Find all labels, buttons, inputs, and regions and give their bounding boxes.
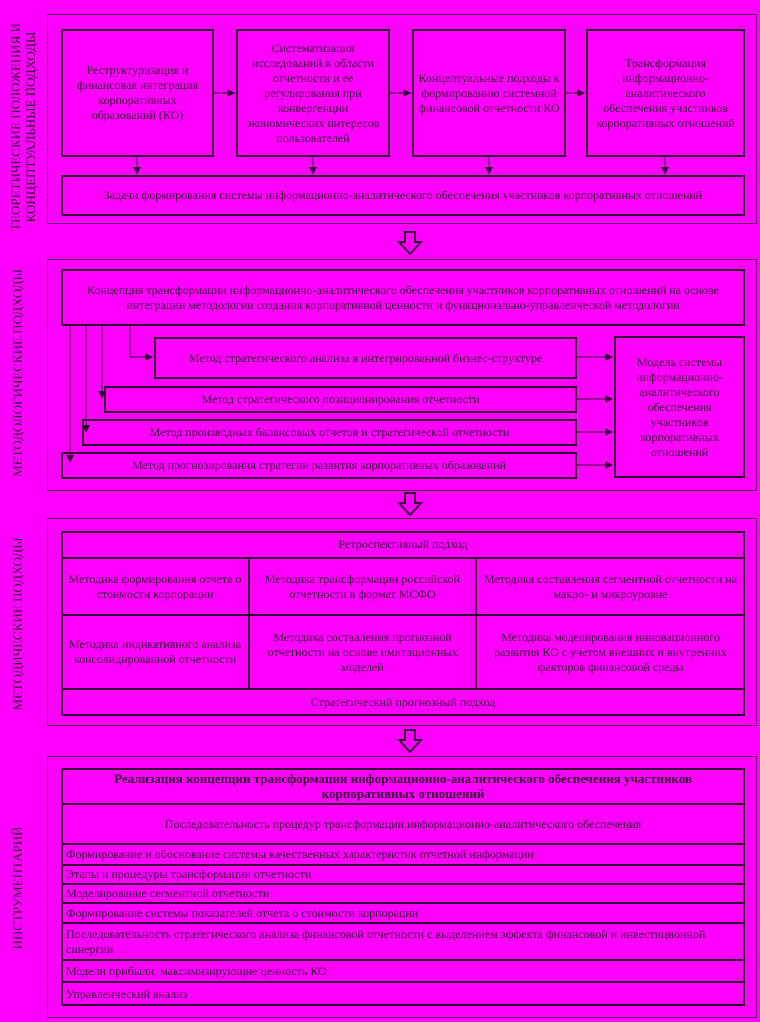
tools-item: Модели прибыли, максимизирующие ценность КО [61, 960, 745, 982]
methodology-concept-box: Концепция трансформации информационно-аналитического обеспечения участников корпоративных отношений на основе интеграции методологии создания корпоративной ценности и функционально-управленческой методологии [61, 269, 745, 326]
theory-box-systematization: Систематизация исследований в области отчетности и ее регулирования при конвергенции экономических интересов пользователей [236, 29, 390, 157]
down-arrow-icon [397, 492, 423, 516]
section-label-tools: ИНСТРУМЕНТАРИЙ [10, 826, 25, 950]
tools-item: Последовательность стратегического анализа финансовой отчетности с выделением эффекта финансовой и инвестиционной синергии [61, 923, 745, 960]
method-strategic-analysis: Метод стратегического анализа в интегрированной бизнес-структуре [154, 337, 577, 379]
down-arrow-icon [397, 729, 423, 753]
tools-title: Реализация концепции трансформации информационно-аналитического обеспечения участников корпоративных отношений [61, 768, 745, 804]
tools-item: Последовательность процедур трансформации информационно-аналитического обеспечения [61, 804, 745, 844]
down-arrow-icon [397, 231, 423, 255]
methodical-cell: Методика индикативного анализа консолидированной отчетности [61, 615, 249, 689]
methodical-cell: Методика трансформации российской отчетности в формат МСФО [249, 558, 476, 615]
theory-box-concepts: Концептуальные подходы к формированию системной финансовой отчетности КО [412, 29, 566, 157]
tools-item: Управленческий анализ [61, 982, 745, 1006]
strategic-approach: Стратегический прогнозный подход [61, 689, 745, 716]
retrospective-approach: Ретроспективный подход [61, 531, 745, 558]
section-label-theory: ТЕОРЕТИЧЕСКИЕ ПОЛОЖЕНИЯ И КОНЦЕПТУАЛЬНЫЕ ПОДХОДЫ [8, 23, 38, 231]
tools-item: Формирование системы показателей отчета о стоимости корпорации [61, 903, 745, 923]
method-forecasting: Метод прогнозирования стратегии развития корпоративных образований [61, 452, 577, 479]
methodology-model-box: Модель системы информационно-аналитического обеспечения участников корпоративных отношений [614, 336, 745, 478]
methodical-cell: Методика составления сегментной отчетности на макро- и микроуровне [476, 558, 745, 615]
theory-box-transformation: Трансформация информационно-аналитического обеспечения участников корпоративных отношений [586, 29, 745, 157]
methodical-cell: Методика составления прогнозной отчетности на основе имитационных моделей [249, 615, 476, 689]
section-label-methodology: МЕТОДОЛОГИЧЕСКИЕ ПОДХОДЫ [10, 269, 25, 477]
section-label-methodical: МЕТОДИЧЕСКИЕ ПОДХОДЫ [10, 537, 25, 711]
theory-tasks-box: Задачи формирования системы информационно-аналитического обеспечения участников корпоративных отношений [61, 175, 745, 216]
theory-box-restructuring: Реструктуризация и финансовая интеграция корпоративных образований (КО) [61, 29, 214, 157]
tools-item: Формирование и обоснование системы качественных характеристик отчетной информации [61, 844, 745, 865]
method-positioning: Метод стратегического позиционирования отчетности [104, 386, 577, 413]
tools-item: Этапы и процедуры трансформации отчетности [61, 865, 745, 884]
methodical-cell: Методика моделирования инновационного развития КО с учетом внешних и внутренних факторов финансовой среды [476, 615, 745, 689]
tools-item: Моделирование сегментной отчетности [61, 884, 745, 903]
method-derived-balance: Метод производных балансовых отчетов и стратегической отчетности [82, 419, 577, 446]
methodical-cell: Методика формирования отчета о стоимости корпорации [61, 558, 249, 615]
